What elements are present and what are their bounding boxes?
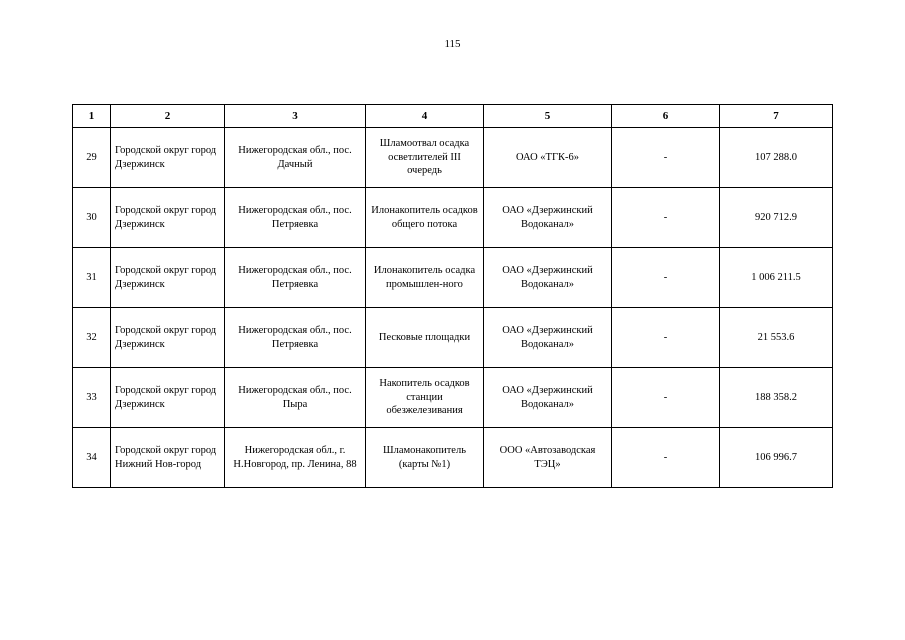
header-cell-4: 4 xyxy=(366,105,484,128)
row-number-cell: 30 xyxy=(73,188,111,248)
row-number-cell: 29 xyxy=(73,128,111,188)
row-number-cell: 32 xyxy=(73,308,111,368)
district-cell: Городской округ город Дзержинск xyxy=(111,128,225,188)
facility-cell: Песковые площадки xyxy=(366,308,484,368)
header-cell-3: 3 xyxy=(225,105,366,128)
table-row xyxy=(73,248,833,308)
location-cell: Нижегородская обл., пос. Петряевка xyxy=(225,188,366,248)
district-cell: Городской округ город Дзержинск xyxy=(111,308,225,368)
value-cell: 107 288.0 xyxy=(720,128,833,188)
owner-cell: ОАО «Дзержинский Водоканал» xyxy=(484,308,612,368)
district-cell: Городской округ город Дзержинск xyxy=(111,368,225,428)
table-row xyxy=(73,368,833,428)
table-row xyxy=(73,128,833,188)
header-cell-7: 7 xyxy=(720,105,833,128)
row-number-cell: 31 xyxy=(73,248,111,308)
header-cell-6: 6 xyxy=(612,105,720,128)
district-cell: Городской округ город Дзержинск xyxy=(111,188,225,248)
facility-cell: Илонакопитель осадка промышлен-ного xyxy=(366,248,484,308)
table-row xyxy=(73,188,833,248)
column-6-cell: - xyxy=(612,428,720,488)
facility-cell: Шламоотвал осадка осветлителей III очередь xyxy=(366,128,484,188)
column-6-cell: - xyxy=(612,308,720,368)
value-cell: 188 358.2 xyxy=(720,368,833,428)
page-number: 115 xyxy=(444,38,461,50)
owner-cell: ОАО «ТГК-6» xyxy=(484,128,612,188)
value-cell: 106 996.7 xyxy=(720,428,833,488)
facility-cell: Накопитель осадков станции обезжелезивания xyxy=(366,368,484,428)
owner-cell: ОАО «Дзержинский Водоканал» xyxy=(484,368,612,428)
column-6-cell: - xyxy=(612,368,720,428)
location-cell: Нижегородская обл., пос. Петряевка xyxy=(225,308,366,368)
value-cell: 920 712.9 xyxy=(720,188,833,248)
location-cell: Нижегородская обл., г. Н.Новгород, пр. Ленина, 88 xyxy=(225,428,366,488)
column-6-cell: - xyxy=(612,188,720,248)
facility-cell: Шламонакопитель (карты №1) xyxy=(366,428,484,488)
district-cell: Городской округ город Дзержинск xyxy=(111,248,225,308)
facility-cell: Илонакопитель осадков общего потока xyxy=(366,188,484,248)
location-cell: Нижегородская обл., пос. Петряевка xyxy=(225,248,366,308)
value-cell: 1 006 211.5 xyxy=(720,248,833,308)
header-cell-1: 1 xyxy=(73,105,111,128)
district-cell: Городской округ город Нижний Нов-город xyxy=(111,428,225,488)
owner-cell: ООО «Автозаводская ТЭЦ» xyxy=(484,428,612,488)
table-row xyxy=(73,308,833,368)
header-row xyxy=(73,105,833,128)
value-cell: 21 553.6 xyxy=(720,308,833,368)
row-number-cell: 33 xyxy=(73,368,111,428)
owner-cell: ОАО «Дзержинский Водоканал» xyxy=(484,188,612,248)
row-number-cell: 34 xyxy=(73,428,111,488)
header-cell-2: 2 xyxy=(111,105,225,128)
location-cell: Нижегородская обл., пос. Дачный xyxy=(225,128,366,188)
column-6-cell: - xyxy=(612,128,720,188)
owner-cell: ОАО «Дзержинский Водоканал» xyxy=(484,248,612,308)
location-cell: Нижегородская обл., пос. Пыра xyxy=(225,368,366,428)
header-cell-5: 5 xyxy=(484,105,612,128)
data-table xyxy=(72,104,833,488)
table-row xyxy=(73,428,833,488)
column-6-cell: - xyxy=(612,248,720,308)
